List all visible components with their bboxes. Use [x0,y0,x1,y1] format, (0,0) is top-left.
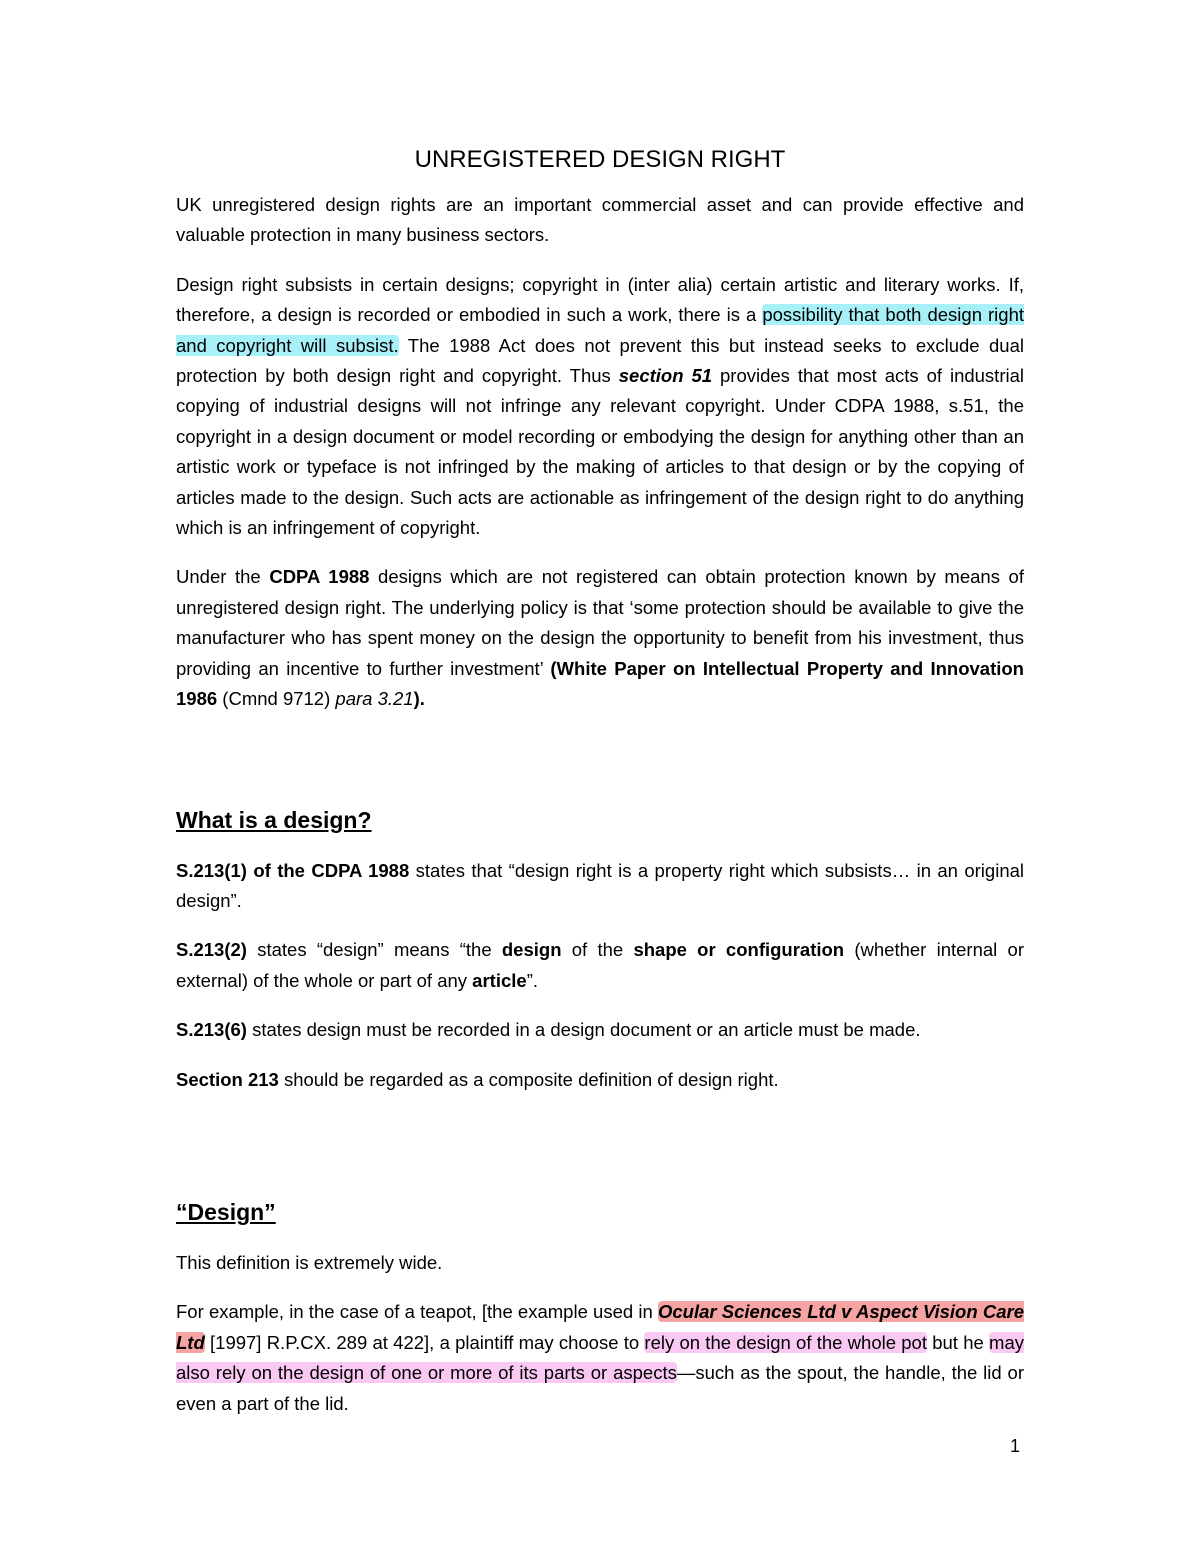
text-run: (whether internal or external) of the whole or part of any [176,939,1024,991]
text-run: ”. [526,969,538,991]
text-run: of the [561,939,634,961]
heading-what-is-a-design: What is a design? [176,806,372,833]
bold-term: shape or configuration [633,939,845,961]
text-run: Under the [176,566,270,588]
wide-definition-paragraph [176,1248,1024,1278]
statute-ref: Section 213 [176,1068,279,1090]
spacer [176,1114,1024,1194]
statute-ref: S.213(6) [176,1019,247,1041]
document-page [176,140,1024,1438]
text-run: [1997] R.P.CX. 289 at 422], a plaintiff may choose to [204,1331,645,1353]
statute-ref: S.213(1) of the CDPA 1988 [176,859,410,881]
policy-paragraph [176,562,1024,714]
copyright-overlap-paragraph [176,270,1024,544]
white-paper-ref: (White Paper on Intellectual Property and Innovation 1986 [176,657,1024,710]
text-run: but he [926,1331,990,1353]
s213-6-paragraph [176,1015,1024,1045]
bold-term: article [472,969,527,991]
heading-design: “Design” [176,1198,276,1225]
text-run: For example, in the case of a teapot, [the example used in [176,1301,658,1323]
text-run: provides that most acts of industrial copying of industrial designs will not infringe any relevant copyright. Under CDPA 1988, s.51, the copyright in a design document or model recording or embodying the design for anything other than an artistic work or typeface is not infringed by the making of articles to that design or by the copying of articles made to the design. Such acts are actionable as infringement of the design right to do anything which is an infringement of copyright. [176,365,1024,539]
spacer [176,734,1024,802]
section-213-paragraph [176,1065,1024,1095]
intro-paragraph [176,190,1024,251]
para-ref: para 3.21 [335,688,414,710]
cdpa-ref: CDPA 1988 [269,566,370,588]
highlight-whole-pot: rely on the design of the whole pot [644,1331,927,1353]
teapot-example-paragraph [176,1297,1024,1419]
s213-1-paragraph [176,856,1024,917]
text-run: (Cmnd 9712) [217,688,336,710]
text-run: should be regarded as a composite definition of design right. [278,1068,779,1090]
bold-term: design [501,939,562,961]
text-run: The 1988 Act does not prevent this but instead seeks to exclude dual protection by both design right and copyright. Thus [176,334,1024,387]
intro-text: UK unregistered design rights are an important commercial asset and can provide effective and valuable protection in many business sectors. [176,194,1024,246]
text-run: This definition is extremely wide. [176,1251,443,1273]
highlight-dual-subsistence: possibility that both design right and copyright will subsist. [176,304,1025,356]
document-title: UNREGISTERED DESIGN RIGHT [414,146,786,173]
text-run: designs which are not registered can obtain protection known by means of unregistered design right. The underlying policy is that ‘some protection should be available to give the manufacturer who has spent money on the design the opportunity to benefit from his investment, thus providing an incentive to further investment’ [176,566,1024,679]
statute-ref: S.213(2) [176,939,247,961]
text-run: states that “design right is a property right which subsists… in an original design”. [176,859,1025,911]
highlight-parts: may also rely on the design of one or more of its parts or aspects [176,1331,1024,1384]
text-run: Design right subsists in certain designs; copyright in (inter alia) certain artistic and literary works. If, therefore, a design is recorded or embodied in such a work, there is a [176,273,1024,326]
text-run: states “design” means “the [246,939,502,961]
text-run: states design must be recorded in a design document or an article must be made. [246,1019,921,1041]
s213-2-paragraph [176,935,1024,996]
section-51-ref: section 51 [618,365,713,387]
text-run: —such as the spout, the handle, the lid or even a part of the lid. [176,1362,1024,1414]
text-run: ). [413,688,425,710]
case-name-highlight: Ocular Sciences Ltd v Aspect Vision Care Ltd [176,1301,1024,1353]
page-number: 1 [1010,1436,1021,1456]
